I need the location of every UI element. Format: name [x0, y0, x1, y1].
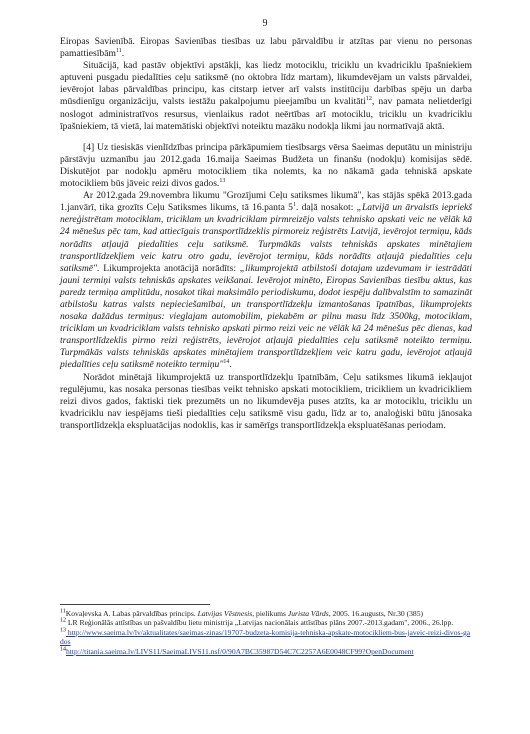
paragraph-text: Norādot minētajā likumprojektā uz transportlīdzekļu īpatnībām, Ceļu satiksmes likumā iekļaujot regulējumu, kas nosaka personas tiesības veikt tehnisko apskati motocikliem, tricikliem un kvadricikliem reizi divos gados, faktiski tiek prezumēts un no likumdevēja puses atzīts, ka ar motociklu, triciklu un kvadriciklu nav iespējams tieši piedalīties ceļu satiksmē visu gadu, līdz ar to, analoģiski būtu jānosaka transportlīdzekļa ekspluatācijas nodoklis, kas ir samērīgs transportlīdzekļa ekspluatēšanas periodam.: [60, 371, 472, 431]
footnote-divider: [60, 604, 210, 605]
annotation-quote: „likumprojektā atbilstoši dotajam uzdevumam ir iestrādāti jauni termiņi valsts tehniskās apskates veikšanai. Ievērojot minēto, Eiropas Savienības tiesību aktus, kas paredz termiņa amplitūdu, nosakot tikai maksimālo periodiskumu, dodot iespēju dalībvalstīm to samazināt atbilstošu katras valsts nepieciešamībai, un transportlīdzekļu izmantošanas īpatnības, likumprojekts nosaka dažādus termiņus: vieglajam automobilim, piekabēm ar pilnu masu līdz 3500kg, motociklam, triciklam un kvadriciklam valsts tehnisko apskati pirmo reizi veic ne vēlāk kā 24 mēnešus pēc dienas, kad transportlīdzeklis pirmo reizi reģistrēts, ievērojot atļaujā piedalīties ceļu satiksmē noteikto termiņu. Turpmākās valsts tehniskās apskates minētajiem transportlīdzekļiem veic katru gadu, ievērojot atļaujā piedalīties ceļu satiksmē noteikto termiņu": [60, 262, 473, 371]
law-quote: „Latvijā un ārvalstīs iepriekš nereģistrētam motociklam, triciklam un kvadriciklam pirmreizējo valsts tehnisko apskati veic ne vēlāk kā 24 mēnešus pēc tam, kad attiecīgais transportlīdzeklis pirmoreiz reģistrēts Latvijā, ievērojot termiņu, kāds norādīts atļaujā piedalīties ceļu satiksmē. Turpmākās valsts tehniskās apskates minētajiem transportlīdzekļiem veic katru otro gadu, ievērojot termiņu, kāds norādīts atļaujā piedalīties ceļu satiksmē".: [60, 202, 472, 274]
footnote-ref-14[interactable]: 14: [223, 359, 230, 366]
footnote-text: LR Reģionālās attīstības un pašvaldību lietu ministrija „Latvijas nacionālais attīstības plāns 2007.-2013.gadam", 2006., 26.lpp.: [66, 618, 454, 628]
footnote-text: , pielikums: [252, 609, 288, 618]
paragraph-text: Situācijā, kad pastāv objektīvi apstākļi, kas liedz motociklu, triciklu un kvadriciklu īpašniekiem aptuveni pusgadu piedalīties ceļu satiksmē (no oktobra līdz martam), likumdevējam un valsts pārvaldei, ievērojot labas pārvaldības principu, kas citstarp ietver arī valsts institūciju darbības spēju un darba mūsdienīgu organizāciju, valsts iestāžu pakalpojumu pieejamību un kvalitāti: [60, 60, 472, 108]
footnote-13: [60, 628, 472, 647]
footnote-number: 13: [60, 627, 66, 634]
paragraph-text: Ar 2012.gada 29.novembra likumu "Grozījumi Ceļu satiksmes likumā", kas stājās spēkā 2013.gada 1.janvārī, tika grozīts Ceļu Satiksmes likums, tā 16.panta 5: [60, 190, 472, 214]
paragraph-text: . daļā nosakot:: [295, 202, 357, 214]
footnote-ref-13[interactable]: 13: [219, 177, 226, 184]
paragraph-text: [4] Uz tiesiskās vienlīdzības principa pārkāpumiem tiesībsargs vērsa Saeimas deputātu un ministriju pārstāvju uzmanību jau 2012.gada 16.maija Saeimas Budžeta un finanšu (nodokļu) komisijas sēdē. Diskutējot par nodokļu apmēru motocikliem tika nolemts, ka no nākamā gada tehniskā apskate motocikliem būs jāveic reizi divos gados.: [60, 141, 472, 190]
footnotes-section: [60, 604, 472, 656]
footnote-ref-11[interactable]: 11: [115, 47, 122, 54]
footnote-ref-12[interactable]: 12: [365, 96, 372, 103]
paragraph-1: [60, 36, 472, 60]
footnote-14: [60, 647, 472, 656]
paragraph-text: .: [121, 48, 125, 60]
footnote-link[interactable]: http://www.saeima.lv/lv/aktualitates/saeimas-zinas/19707-budzeta-komisija-tehniska-apskate-motocikliem-bus-javeic-reizi-divos-gados: [60, 627, 471, 647]
paragraph-text: Eiropas Savienībā. Eiropas Savienības tiesības uz labu pārvaldību ir atzītas par vienu no personas pamattiesībām: [60, 36, 472, 60]
footnote-link[interactable]: http://titania.saeima.lv/LIVS11/SaeimaLIVS11.nsf/0/90A7BC35987D54C7C2257A6E0048CF99?OpenDocument: [66, 646, 414, 656]
footnote-number: 11: [60, 608, 66, 615]
footnote-text: Kovaļevska A. Labas pārvaldības princips.: [65, 609, 198, 618]
footnote-number: 12: [60, 617, 66, 624]
paragraph-5: [60, 372, 472, 432]
footnote-source-title: Latvijas Vēstnesis: [197, 609, 253, 618]
footnote-source-title: Jurista Vārds: [287, 609, 329, 618]
footnote-12: [60, 618, 472, 627]
footnote-text: , 2005. 16.augusts, Nr.30 (385): [328, 609, 424, 618]
paragraph-text: , nav pamata nelietderīgi noslogot administratīvos resursus, vienlaikus radot neērtības arī motociklu, triciklu un kvadriciklu īpašniekiem, tā vietā, lai matemātiski objektīvi noteiktu mazāku nodokļa likmi jau normatīvajā aktā.: [60, 96, 472, 132]
paragraph-text: Likumprojekta anotācijā norādīts:: [99, 262, 240, 274]
paragraph-2: [60, 60, 472, 133]
paragraph-text: .: [229, 359, 232, 371]
footnote-11: [60, 609, 472, 618]
paragraph-3: [60, 142, 472, 190]
paragraph-4: [60, 190, 472, 371]
body-text: [60, 36, 472, 432]
page-number: 9: [262, 18, 268, 29]
article-superscript: 1: [292, 202, 296, 209]
footnote-number: 14: [60, 646, 66, 653]
